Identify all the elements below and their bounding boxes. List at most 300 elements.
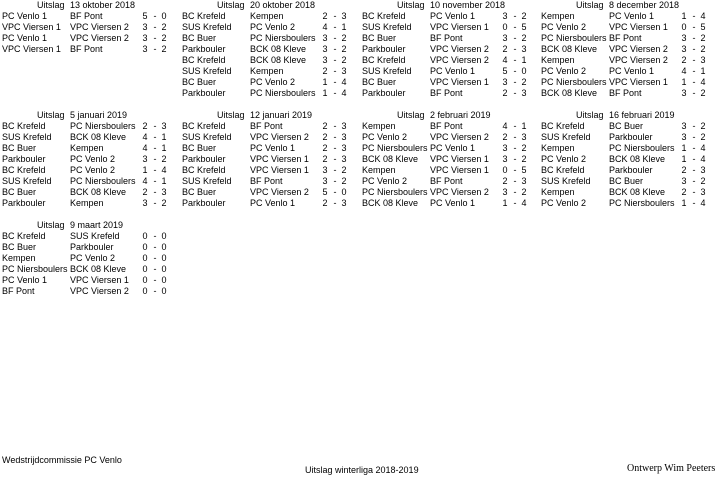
home-team: BC Buer xyxy=(2,187,37,197)
score-separator: - xyxy=(153,33,157,43)
match-row xyxy=(362,33,540,44)
match-row xyxy=(182,198,360,209)
score-separator: - xyxy=(692,11,696,21)
home-team: Kempen xyxy=(541,55,575,65)
home-team: BC Krefeld xyxy=(182,121,226,131)
match-row xyxy=(182,77,360,88)
match-row xyxy=(182,33,360,44)
away-score: 2 xyxy=(521,11,527,21)
away-score: 1 xyxy=(521,55,527,65)
home-score: 3 xyxy=(681,33,687,43)
away-team: BCK 08 Kleve xyxy=(250,44,307,54)
home-score: 4 xyxy=(142,132,148,142)
away-score: 3 xyxy=(341,143,347,153)
round-date: 8 december 2018 xyxy=(609,0,680,10)
home-score: 3 xyxy=(142,44,148,54)
home-score: 3 xyxy=(322,176,328,186)
away-team: BF Pont xyxy=(609,88,642,98)
away-score: 3 xyxy=(521,44,527,54)
away-score: 0 xyxy=(161,253,167,263)
home-team: SUS Krefeld xyxy=(2,132,52,142)
away-score: 2 xyxy=(700,88,706,98)
away-team: PC Niersboulers xyxy=(70,121,136,131)
home-score: 3 xyxy=(142,33,148,43)
home-score: 3 xyxy=(322,44,328,54)
home-team: BC Krefeld xyxy=(2,165,46,175)
round-title xyxy=(541,110,719,121)
away-team: VPC Viersen 2 xyxy=(70,286,129,296)
away-score: 2 xyxy=(521,143,527,153)
home-score: 3 xyxy=(502,33,508,43)
round-title xyxy=(541,0,719,11)
away-score: 0 xyxy=(161,11,167,21)
away-team: PC Venlo 1 xyxy=(250,143,296,153)
home-score: 2 xyxy=(681,165,687,175)
score-separator: - xyxy=(153,143,157,153)
footer-design-credit: Ontwerp Wim Peeters xyxy=(627,463,716,474)
home-score: 2 xyxy=(502,176,508,186)
away-score: 4 xyxy=(700,198,706,208)
home-team: BC Krefeld xyxy=(182,11,226,21)
match-row xyxy=(541,198,719,209)
home-score: 0 xyxy=(142,242,148,252)
home-team: Parkbouler xyxy=(182,154,226,164)
away-team: PC Niersboulers xyxy=(609,143,675,153)
away-team: PC Venlo 1 xyxy=(430,198,476,208)
away-score: 1 xyxy=(341,22,347,32)
home-score: 2 xyxy=(322,132,328,142)
round-label: Uitslag xyxy=(217,0,245,10)
score-separator: - xyxy=(513,187,517,197)
away-score: 2 xyxy=(700,121,706,131)
away-team: PC Venlo 2 xyxy=(250,77,296,87)
match-row xyxy=(541,44,719,55)
home-score: 2 xyxy=(502,88,508,98)
away-score: 2 xyxy=(341,33,347,43)
away-team: PC Venlo 1 xyxy=(609,66,655,76)
home-score: 1 xyxy=(502,198,508,208)
away-score: 4 xyxy=(521,198,527,208)
away-score: 1 xyxy=(161,143,167,153)
round-date: 5 januari 2019 xyxy=(70,110,128,120)
home-team: BC Krefeld xyxy=(182,55,226,65)
match-row xyxy=(2,33,180,44)
home-score: 0 xyxy=(142,275,148,285)
home-team: BC Krefeld xyxy=(182,165,226,175)
away-team: BCK 08 Kleve xyxy=(250,55,307,65)
away-team: BF Pont xyxy=(430,33,463,43)
round-date: 16 februari 2019 xyxy=(609,110,675,120)
score-separator: - xyxy=(692,66,696,76)
match-row xyxy=(541,165,719,176)
home-team: BC Krefeld xyxy=(362,11,406,21)
home-team: SUS Krefeld xyxy=(182,66,232,76)
home-score: 4 xyxy=(502,55,508,65)
score-separator: - xyxy=(692,22,696,32)
round-date: 12 januari 2019 xyxy=(250,110,313,120)
home-score: 3 xyxy=(142,22,148,32)
home-team: SUS Krefeld xyxy=(182,132,232,142)
home-team: BCK 08 Kleve xyxy=(362,154,419,164)
away-score: 3 xyxy=(521,88,527,98)
home-team: SUS Krefeld xyxy=(2,176,52,186)
away-score: 0 xyxy=(521,66,527,76)
home-score: 5 xyxy=(142,11,148,21)
away-score: 0 xyxy=(161,231,167,241)
away-score: 2 xyxy=(341,55,347,65)
away-score: 2 xyxy=(341,176,347,186)
home-score: 1 xyxy=(681,77,687,87)
home-team: PC Venlo 1 xyxy=(2,33,48,43)
home-score: 3 xyxy=(502,154,508,164)
score-separator: - xyxy=(333,88,337,98)
score-separator: - xyxy=(513,154,517,164)
match-row xyxy=(2,121,180,132)
home-score: 3 xyxy=(681,132,687,142)
away-score: 2 xyxy=(161,33,167,43)
home-team: Parkbouler xyxy=(182,198,226,208)
home-score: 4 xyxy=(142,143,148,153)
away-team: PC Venlo 1 xyxy=(430,143,476,153)
score-separator: - xyxy=(513,44,517,54)
match-row xyxy=(2,275,180,286)
away-score: 2 xyxy=(161,198,167,208)
home-team: Kempen xyxy=(2,253,36,263)
home-team: BCK 08 Kleve xyxy=(541,88,598,98)
score-separator: - xyxy=(333,132,337,142)
match-row xyxy=(182,11,360,22)
match-row xyxy=(541,77,719,88)
away-team: BF Pont xyxy=(430,176,463,186)
home-team: BC Buer xyxy=(182,143,217,153)
away-team: BCK 08 Kleve xyxy=(609,154,666,164)
away-score: 3 xyxy=(341,121,347,131)
home-score: 0 xyxy=(681,22,687,32)
away-score: 4 xyxy=(341,77,347,87)
away-score: 3 xyxy=(341,66,347,76)
match-row xyxy=(362,88,540,99)
round-label: Uitslag xyxy=(576,110,604,120)
home-team: BC Krefeld xyxy=(2,121,46,131)
away-team: PC Niersboulers xyxy=(70,176,136,186)
away-team: PC Niersboulers xyxy=(609,198,675,208)
home-score: 2 xyxy=(322,198,328,208)
home-team: SUS Krefeld xyxy=(541,132,591,142)
away-team: BF Pont xyxy=(430,88,463,98)
away-team: VPC Viersen 2 xyxy=(609,44,668,54)
match-row xyxy=(182,154,360,165)
round-label: Uitslag xyxy=(397,110,425,120)
round-date: 2 februari 2019 xyxy=(430,110,491,120)
away-team: SUS Krefeld xyxy=(70,231,120,241)
score-separator: - xyxy=(333,11,337,21)
away-score: 2 xyxy=(700,132,706,142)
away-team: BCK 08 Kleve xyxy=(609,187,666,197)
away-team: BF Pont xyxy=(609,33,642,43)
score-separator: - xyxy=(153,286,157,296)
home-team: BC Buer xyxy=(2,242,37,252)
match-row xyxy=(362,22,540,33)
score-separator: - xyxy=(153,242,157,252)
match-row xyxy=(2,176,180,187)
away-team: VPC Viersen 1 xyxy=(70,275,129,285)
home-score: 2 xyxy=(322,121,328,131)
round-label: Uitslag xyxy=(397,0,425,10)
home-score: 2 xyxy=(142,121,148,131)
home-team: Parkbouler xyxy=(182,88,226,98)
score-separator: - xyxy=(692,187,696,197)
away-team: PC Niersboulers xyxy=(250,88,316,98)
match-row xyxy=(541,55,719,66)
home-score: 3 xyxy=(502,187,508,197)
score-separator: - xyxy=(333,187,337,197)
home-score: 2 xyxy=(681,55,687,65)
round-date: 9 maart 2019 xyxy=(70,220,124,230)
away-score: 3 xyxy=(341,132,347,142)
match-row xyxy=(2,264,180,275)
score-separator: - xyxy=(333,77,337,87)
round-label: Uitslag xyxy=(37,220,65,230)
away-score: 2 xyxy=(521,33,527,43)
match-row xyxy=(182,22,360,33)
round-block xyxy=(541,110,719,209)
round-block xyxy=(362,110,540,209)
home-score: 0 xyxy=(502,165,508,175)
away-team: VPC Viersen 2 xyxy=(70,22,129,32)
away-score: 3 xyxy=(521,176,527,186)
match-row xyxy=(2,143,180,154)
score-separator: - xyxy=(513,121,517,131)
match-row xyxy=(2,286,180,297)
away-team: Kempen xyxy=(70,198,104,208)
match-row xyxy=(182,66,360,77)
home-score: 3 xyxy=(681,121,687,131)
score-separator: - xyxy=(153,231,157,241)
home-score: 2 xyxy=(681,187,687,197)
home-team: BCK 08 Kleve xyxy=(362,198,419,208)
match-row xyxy=(541,66,719,77)
away-team: VPC Viersen 2 xyxy=(430,55,489,65)
home-score: 1 xyxy=(322,88,328,98)
score-separator: - xyxy=(692,143,696,153)
match-row xyxy=(182,143,360,154)
away-score: 3 xyxy=(700,55,706,65)
score-separator: - xyxy=(153,165,157,175)
away-team: PC Venlo 2 xyxy=(70,165,116,175)
home-score: 4 xyxy=(502,121,508,131)
score-separator: - xyxy=(513,88,517,98)
match-row xyxy=(2,22,180,33)
score-separator: - xyxy=(153,132,157,142)
round-title xyxy=(182,0,360,11)
away-team: BF Pont xyxy=(250,176,283,186)
score-separator: - xyxy=(513,77,517,87)
away-team: VPC Viersen 1 xyxy=(430,77,489,87)
score-separator: - xyxy=(153,187,157,197)
away-score: 0 xyxy=(341,187,347,197)
match-row xyxy=(362,11,540,22)
match-row xyxy=(541,143,719,154)
away-score: 4 xyxy=(700,11,706,21)
home-score: 0 xyxy=(142,264,148,274)
away-team: PC Niersboulers xyxy=(250,33,316,43)
home-team: Kempen xyxy=(362,165,396,175)
home-team: BC Buer xyxy=(182,33,217,43)
away-team: VPC Viersen 1 xyxy=(430,165,489,175)
away-score: 0 xyxy=(161,242,167,252)
score-separator: - xyxy=(333,22,337,32)
match-row xyxy=(541,22,719,33)
match-row xyxy=(182,88,360,99)
away-score: 3 xyxy=(521,132,527,142)
home-score: 3 xyxy=(142,154,148,164)
round-date: 10 november 2018 xyxy=(430,0,506,10)
home-score: 2 xyxy=(322,11,328,21)
home-team: Parkbouler xyxy=(362,44,406,54)
away-team: Kempen xyxy=(70,143,104,153)
home-team: PC Venlo 2 xyxy=(362,132,408,142)
away-team: PC Venlo 1 xyxy=(609,11,655,21)
match-row xyxy=(182,176,360,187)
footer-title: Uitslag winterliga 2018-2019 xyxy=(305,465,419,475)
away-score: 2 xyxy=(521,187,527,197)
away-team: BF Pont xyxy=(250,121,283,131)
home-score: 2 xyxy=(502,44,508,54)
away-score: 1 xyxy=(521,121,527,131)
home-team: PC Niersboulers xyxy=(2,264,68,274)
score-separator: - xyxy=(333,154,337,164)
score-separator: - xyxy=(153,11,157,21)
score-separator: - xyxy=(692,33,696,43)
home-team: BCK 08 Kleve xyxy=(541,44,598,54)
home-team: Parkbouler xyxy=(2,154,46,164)
away-score: 3 xyxy=(341,154,347,164)
score-separator: - xyxy=(692,44,696,54)
score-separator: - xyxy=(333,66,337,76)
home-score: 2 xyxy=(322,66,328,76)
score-separator: - xyxy=(513,165,517,175)
away-score: 1 xyxy=(161,176,167,186)
score-separator: - xyxy=(692,88,696,98)
round-title xyxy=(2,110,180,121)
home-team: BC Krefeld xyxy=(362,55,406,65)
away-score: 2 xyxy=(161,44,167,54)
away-score: 2 xyxy=(341,44,347,54)
home-score: 2 xyxy=(142,187,148,197)
home-score: 4 xyxy=(142,176,148,186)
home-team: PC Venlo 2 xyxy=(541,22,587,32)
home-team: Kempen xyxy=(362,121,396,131)
away-team: BC Buer xyxy=(609,121,644,131)
score-separator: - xyxy=(513,132,517,142)
score-separator: - xyxy=(692,154,696,164)
match-row xyxy=(541,11,719,22)
home-team: BF Pont xyxy=(2,286,35,296)
away-team: Parkbouler xyxy=(70,242,114,252)
home-team: Parkbouler xyxy=(182,44,226,54)
round-title xyxy=(2,0,180,11)
score-separator: - xyxy=(153,275,157,285)
round-date: 13 oktober 2018 xyxy=(70,0,136,10)
round-title xyxy=(362,110,540,121)
away-score: 4 xyxy=(700,77,706,87)
home-team: BC Krefeld xyxy=(2,231,46,241)
home-team: BC Buer xyxy=(2,143,37,153)
match-row xyxy=(541,154,719,165)
away-team: BCK 08 Kleve xyxy=(70,132,127,142)
home-score: 3 xyxy=(502,11,508,21)
home-team: VPC Viersen 1 xyxy=(2,44,61,54)
score-separator: - xyxy=(692,77,696,87)
away-team: BC Buer xyxy=(609,176,644,186)
home-score: 2 xyxy=(322,154,328,164)
match-row xyxy=(541,121,719,132)
score-separator: - xyxy=(513,22,517,32)
match-row xyxy=(362,44,540,55)
home-score: 3 xyxy=(502,77,508,87)
home-score: 3 xyxy=(681,176,687,186)
home-team: BC Buer xyxy=(362,33,397,43)
away-team: VPC Viersen 1 xyxy=(609,77,668,87)
match-row xyxy=(2,231,180,242)
away-score: 2 xyxy=(521,154,527,164)
match-row xyxy=(362,121,540,132)
home-score: 3 xyxy=(142,198,148,208)
away-score: 2 xyxy=(341,165,347,175)
score-separator: - xyxy=(333,44,337,54)
away-team: VPC Viersen 2 xyxy=(430,187,489,197)
match-row xyxy=(362,187,540,198)
home-score: 1 xyxy=(322,77,328,87)
away-team: VPC Viersen 2 xyxy=(70,33,129,43)
match-row xyxy=(182,44,360,55)
match-row xyxy=(362,66,540,77)
home-score: 1 xyxy=(142,165,148,175)
away-score: 2 xyxy=(700,44,706,54)
away-score: 2 xyxy=(161,154,167,164)
score-separator: - xyxy=(333,121,337,131)
score-separator: - xyxy=(153,44,157,54)
score-separator: - xyxy=(333,33,337,43)
match-row xyxy=(541,33,719,44)
away-team: PC Venlo 1 xyxy=(430,66,476,76)
score-separator: - xyxy=(153,121,157,131)
away-score: 5 xyxy=(521,22,527,32)
away-team: VPC Viersen 2 xyxy=(250,187,309,197)
score-separator: - xyxy=(153,198,157,208)
match-row xyxy=(362,198,540,209)
home-team: VPC Viersen 1 xyxy=(2,22,61,32)
away-team: BF Pont xyxy=(430,121,463,131)
score-separator: - xyxy=(333,198,337,208)
home-team: Kempen xyxy=(541,11,575,21)
home-score: 4 xyxy=(322,22,328,32)
home-team: PC Venlo 2 xyxy=(541,198,587,208)
away-score: 0 xyxy=(161,264,167,274)
match-row xyxy=(2,187,180,198)
away-team: PC Venlo 1 xyxy=(250,198,296,208)
home-score: 0 xyxy=(142,231,148,241)
match-row xyxy=(2,154,180,165)
home-team: PC Venlo 1 xyxy=(2,11,48,21)
match-row xyxy=(362,77,540,88)
round-title xyxy=(362,0,540,11)
round-label: Uitslag xyxy=(217,110,245,120)
away-team: PC Venlo 2 xyxy=(250,22,296,32)
score-separator: - xyxy=(513,198,517,208)
round-label: Uitslag xyxy=(37,0,65,10)
match-row xyxy=(2,253,180,264)
